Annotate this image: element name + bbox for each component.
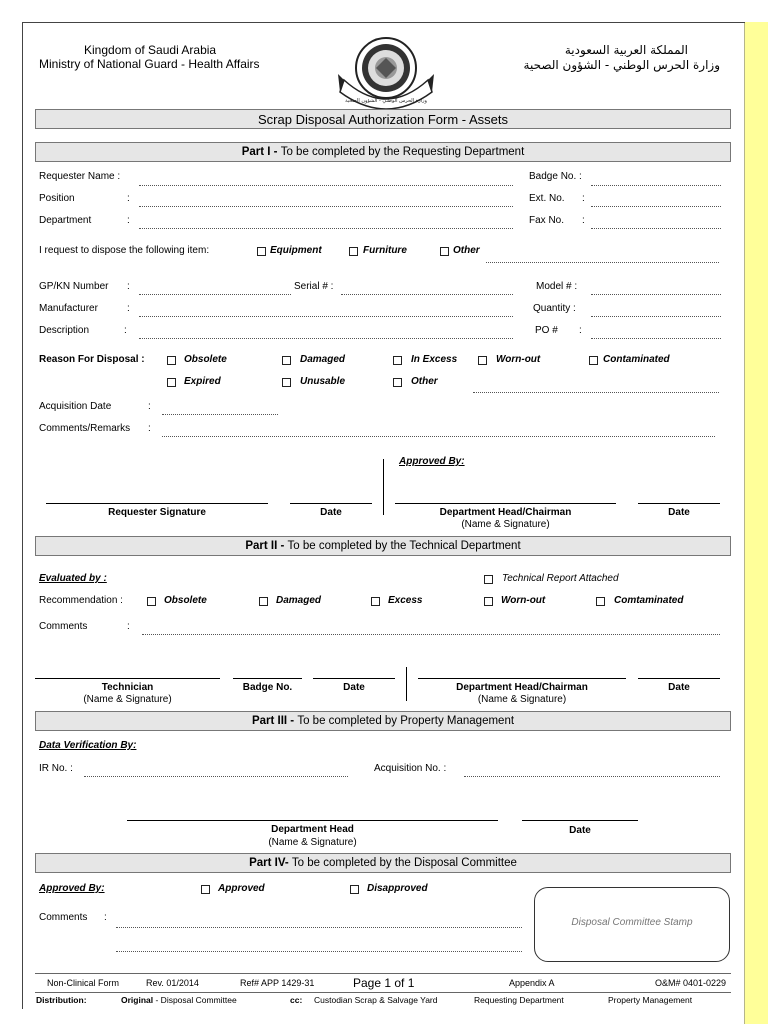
description-colon: :: [124, 325, 127, 336]
requester-date-line[interactable]: [290, 503, 372, 504]
other-reason-field[interactable]: [473, 392, 719, 393]
worn-out-label: Worn-out: [496, 354, 541, 365]
committee-stamp-label: Disposal Committee Stamp: [571, 917, 693, 928]
part1-signature-divider: [383, 459, 384, 515]
manufacturer-colon: :: [127, 303, 130, 314]
gp-kn-colon: :: [127, 281, 130, 292]
department-colon: :: [127, 215, 130, 226]
rec-damaged-checkbox[interactable]: [259, 597, 268, 606]
comments-remarks-field[interactable]: [162, 436, 715, 437]
in-excess-label: In Excess: [411, 354, 458, 365]
form-title: Scrap Disposal Authorization Form - Assets: [35, 109, 731, 129]
requester-name-label: Requester Name :: [39, 171, 121, 182]
footer-mid-rule: [35, 992, 731, 993]
footer-page: Page 1 of 1: [353, 976, 415, 990]
technician-date-label: Date: [343, 682, 365, 693]
tech-dept-head-label: Department Head/Chairman: [456, 682, 588, 693]
technician-signature-line[interactable]: [35, 678, 220, 679]
footer-original: Original - Disposal Committee: [121, 995, 237, 1005]
header-kingdom-ar: المملكة العربية السعودية: [564, 43, 688, 57]
acquisition-no-label: Acquisition No. :: [374, 763, 447, 774]
acquisition-date-field[interactable]: [162, 414, 278, 415]
technician-date-line[interactable]: [313, 678, 395, 679]
dept-head-label: Department Head/Chairman: [439, 507, 572, 518]
approved-label: Approved: [218, 883, 265, 894]
footer-top-rule: [35, 973, 731, 974]
description-label: Description: [39, 325, 90, 336]
tech-report-label: Technical Report Attached: [502, 573, 619, 584]
manufacturer-field[interactable]: [139, 316, 513, 317]
po-label: PO #: [535, 325, 558, 336]
department-field[interactable]: [139, 228, 513, 229]
rec-obsolete-checkbox[interactable]: [147, 597, 156, 606]
serial-field[interactable]: [341, 294, 513, 295]
quantity-label: Quantity :: [533, 303, 576, 314]
footer-distribution: Distribution:: [36, 995, 87, 1005]
gp-kn-field[interactable]: [139, 294, 291, 295]
other-reason-checkbox[interactable]: [393, 378, 402, 387]
ext-no-colon: :: [582, 193, 585, 204]
fax-no-label: Fax No.: [529, 215, 565, 226]
comments-remarks-label: Comments/Remarks: [39, 423, 131, 434]
rec-excess-checkbox[interactable]: [371, 597, 380, 606]
part2-comments-colon: :: [127, 621, 130, 632]
equipment-checkbox[interactable]: [257, 247, 266, 256]
footer-rev: Rev. 01/2014: [146, 978, 199, 988]
unusable-label: Unusable: [300, 376, 346, 387]
dept-head-name-sig: (Name & Signature): [461, 519, 550, 530]
footer-cc-2: Requesting Department: [474, 995, 564, 1005]
ext-no-label: Ext. No.: [529, 193, 565, 204]
approved-checkbox[interactable]: [201, 885, 210, 894]
requester-date-label: Date: [320, 507, 342, 518]
damaged-checkbox[interactable]: [282, 356, 291, 365]
footer-cc-1: Custodian Scrap & Salvage Yard: [314, 995, 438, 1005]
dept-head-date-label: Date: [668, 507, 690, 518]
footer-appendix: Appendix A: [509, 978, 555, 988]
header-kingdom-en: Kingdom of Saudi Arabia: [84, 43, 217, 57]
dept-head-signature-line[interactable]: [395, 503, 616, 504]
data-verification-label: Data Verification By:: [39, 740, 137, 751]
footer-cc-3: Property Management: [608, 995, 693, 1005]
requester-signature-label: Requester Signature: [108, 507, 206, 518]
rec-worn-out-checkbox[interactable]: [484, 597, 493, 606]
committee-comments-colon: :: [104, 912, 107, 923]
pm-dept-head-label: Department Head: [271, 824, 354, 835]
rec-comtaminated-label: Comtaminated: [614, 595, 684, 606]
committee-approved-by-label: Approved By:: [39, 883, 105, 894]
expired-checkbox[interactable]: [167, 378, 176, 387]
committee-comments-field-1[interactable]: [116, 927, 522, 928]
seal-text: وزارة الحرس الوطني - الشؤون الصحية: [345, 98, 427, 104]
header-ministry-ar: وزارة الحرس الوطني - الشؤون الصحية: [523, 58, 720, 72]
worn-out-checkbox[interactable]: [478, 356, 487, 365]
po-field[interactable]: [591, 338, 721, 339]
approved-by-label: Approved By:: [399, 456, 465, 467]
part2-signature-divider: [406, 667, 407, 701]
ir-no-field[interactable]: [84, 776, 348, 777]
comments-remarks-colon: :: [148, 423, 151, 434]
tech-dept-head-date-line[interactable]: [638, 678, 720, 679]
furniture-label: Furniture: [363, 245, 407, 256]
pm-dept-head-signature-line[interactable]: [127, 820, 498, 821]
quantity-field[interactable]: [591, 316, 721, 317]
rec-damaged-label: Damaged: [276, 595, 322, 606]
in-excess-checkbox[interactable]: [393, 356, 402, 365]
acquisition-no-field[interactable]: [464, 776, 720, 777]
pm-dept-head-name-sig: (Name & Signature): [268, 837, 357, 848]
rec-worn-out-label: Worn-out: [501, 595, 546, 606]
footer-form-type: Non-Clinical Form: [47, 978, 120, 988]
technician-badge-label: Badge No.: [242, 682, 293, 693]
rec-obsolete-label: Obsolete: [164, 595, 207, 606]
rec-comtaminated-checkbox[interactable]: [596, 597, 605, 606]
part2-comments-field[interactable]: [142, 634, 720, 635]
description-field[interactable]: [139, 338, 513, 339]
disapproved-checkbox[interactable]: [350, 885, 359, 894]
requester-name-field[interactable]: [139, 185, 513, 186]
ext-no-field[interactable]: [591, 206, 721, 207]
acquisition-date-colon: :: [148, 401, 151, 412]
ir-no-label: IR No. :: [39, 763, 73, 774]
position-field[interactable]: [139, 206, 513, 207]
pm-date-line[interactable]: [522, 820, 638, 821]
department-label: Department: [39, 215, 92, 226]
position-colon: :: [127, 193, 130, 204]
equipment-label: Equipment: [270, 245, 322, 256]
committee-stamp-box[interactable]: [534, 887, 730, 962]
pm-date-label: Date: [569, 825, 591, 836]
other-reason-label: Other: [411, 376, 438, 387]
contaminated-checkbox[interactable]: [589, 356, 598, 365]
disapproved-label: Disapproved: [367, 883, 428, 894]
other-item-checkbox[interactable]: [440, 247, 449, 256]
footer-cc: cc:: [290, 995, 303, 1005]
technician-name-sig: (Name & Signature): [83, 694, 172, 705]
serial-label: Serial # :: [294, 281, 334, 292]
tech-dept-head-date-label: Date: [668, 682, 690, 693]
badge-no-label: Badge No. :: [529, 171, 582, 182]
gp-kn-label: GP/KN Number: [39, 281, 109, 292]
footer-om: O&M# 0401-0229: [655, 978, 727, 988]
damaged-label: Damaged: [300, 354, 346, 365]
po-colon: :: [579, 325, 582, 336]
other-item-field[interactable]: [486, 262, 719, 263]
request-text: I request to dispose the following item:: [39, 245, 210, 256]
other-item-label: Other: [453, 245, 480, 256]
badge-no-field[interactable]: [591, 185, 721, 186]
part3-heading: Part III - To be completed by Property Management: [35, 711, 731, 731]
ministry-seal-logo: [336, 30, 436, 110]
manufacturer-label: Manufacturer: [39, 303, 98, 314]
tech-dept-head-name-sig: (Name & Signature): [477, 694, 567, 705]
model-field[interactable]: [591, 294, 721, 295]
obsolete-checkbox[interactable]: [167, 356, 176, 365]
fax-no-colon: :: [582, 215, 585, 226]
rec-excess-label: Excess: [388, 595, 423, 606]
tech-report-checkbox[interactable]: [484, 575, 493, 584]
technician-badge-line[interactable]: [233, 678, 302, 679]
part2-comments-label: Comments: [39, 621, 88, 632]
footer-ref: Ref# APP 1429-31: [240, 978, 315, 988]
position-label: Position: [39, 193, 75, 204]
reason-label: Reason For Disposal :: [39, 354, 145, 365]
expired-label: Expired: [184, 376, 221, 387]
tech-dept-head-signature-line[interactable]: [418, 678, 626, 679]
committee-comments-field-2[interactable]: [116, 951, 522, 952]
fax-no-field[interactable]: [591, 228, 721, 229]
header-ministry-en: Ministry of National Guard - Health Affairs: [39, 57, 260, 71]
model-label: Model # :: [536, 281, 578, 292]
part1-heading: Part I - To be completed by the Requesting Department: [35, 142, 731, 162]
requester-signature-line[interactable]: [46, 503, 268, 504]
technician-label: Technician: [101, 682, 154, 693]
furniture-checkbox[interactable]: [349, 247, 358, 256]
acquisition-date-label: Acquisition Date: [39, 401, 112, 412]
committee-comments-label: Comments: [39, 912, 88, 923]
recommendation-label: Recommendation :: [39, 595, 123, 606]
part4-heading: Part IV- To be completed by the Disposal Committee: [35, 853, 731, 873]
obsolete-label: Obsolete: [184, 354, 227, 365]
unusable-checkbox[interactable]: [282, 378, 291, 387]
dept-head-date-line[interactable]: [638, 503, 720, 504]
part2-heading: Part II - To be completed by the Technical Department: [35, 536, 731, 556]
yellow-margin-strip: [744, 22, 768, 1024]
contaminated-label: Contaminated: [603, 354, 670, 365]
evaluated-by-label: Evaluated by :: [39, 573, 107, 584]
